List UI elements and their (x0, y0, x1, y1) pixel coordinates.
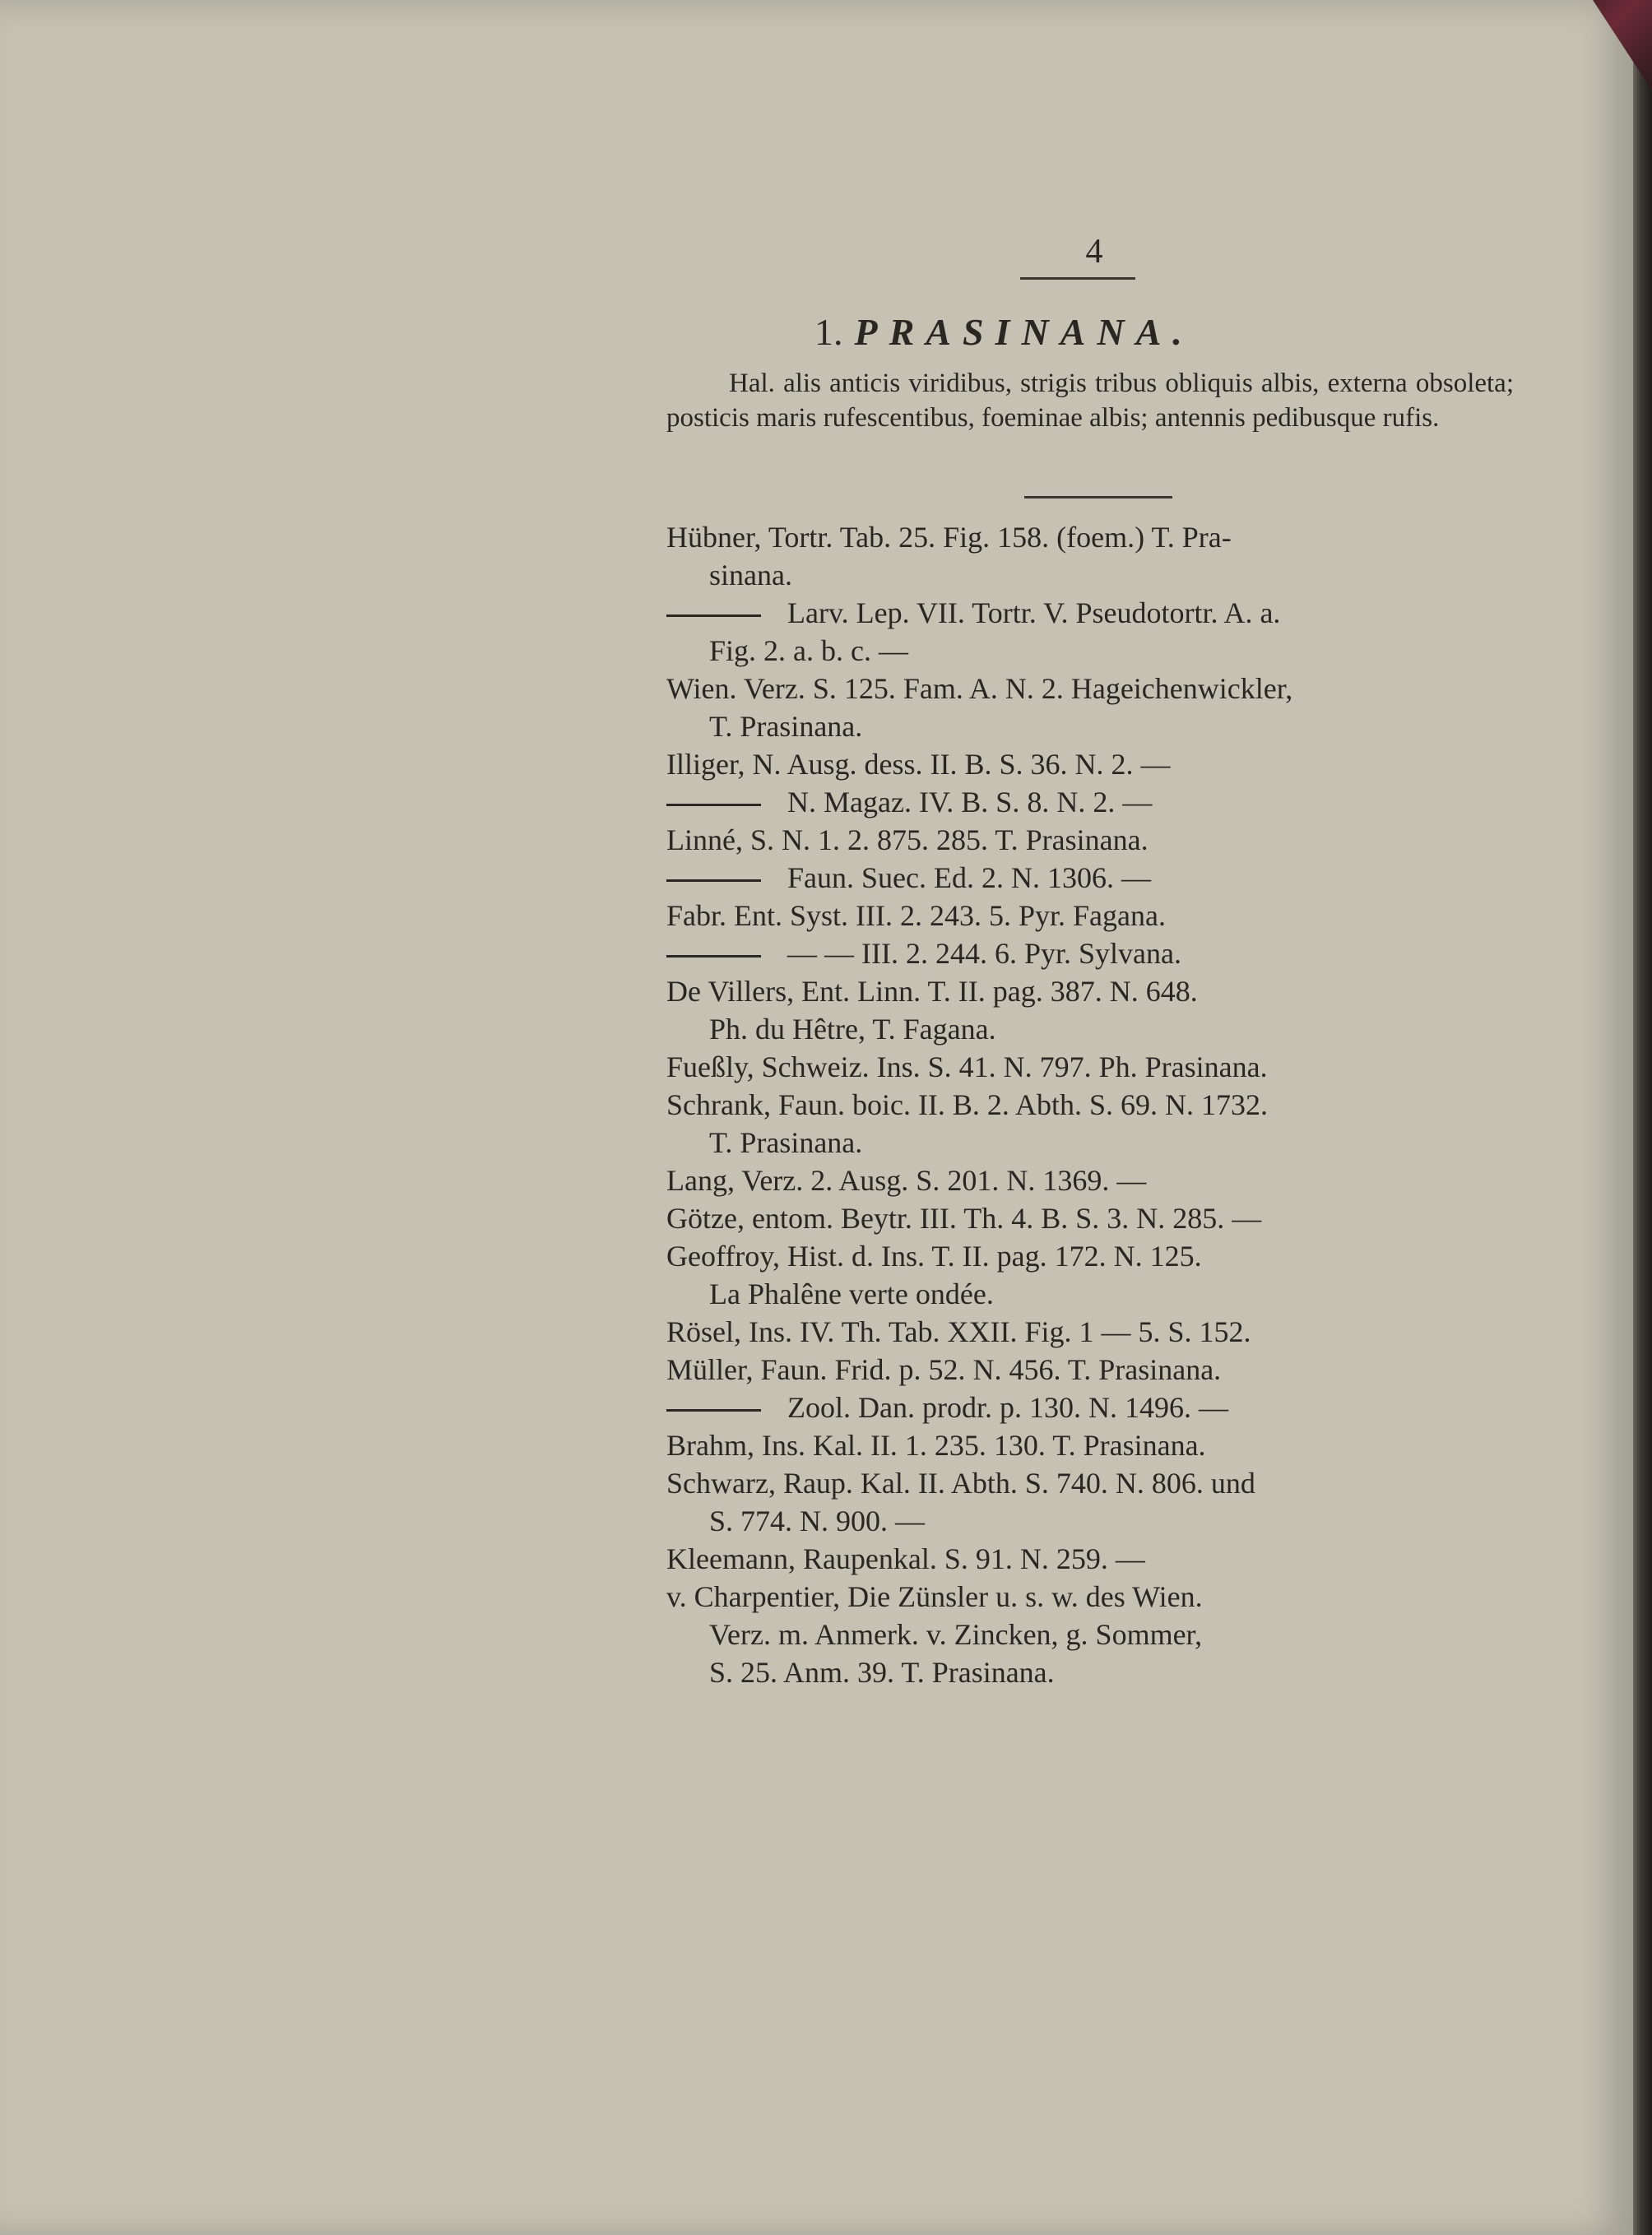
reference-line (666, 972, 1526, 1010)
reference-continuation: Verz. m. Anmerk. v. Zincken, g. Sommer, (709, 1618, 1203, 1651)
ditto-dash (666, 804, 761, 806)
reference-entry (666, 594, 1526, 670)
reference-line (666, 934, 1526, 972)
reference-continuation: T. Prasinana. (709, 710, 863, 743)
reference-text: Schwarz, Raup. Kal. II. Abth. S. 740. N. 806. und (666, 1467, 1255, 1500)
reference-entry (666, 1426, 1526, 1464)
reference-entry (666, 1351, 1526, 1389)
species-number: 1. (814, 311, 843, 353)
reference-line (666, 897, 1526, 934)
reference-line (666, 859, 1526, 897)
species-title: PRASINANA. (854, 311, 1194, 353)
page-number-rule (1020, 277, 1135, 280)
reference-entry (666, 1464, 1526, 1540)
reference-line (666, 1540, 1526, 1578)
reference-line (666, 1351, 1526, 1389)
reference-line (666, 783, 1526, 821)
reference-text: Schrank, Faun. boic. II. B. 2. Abth. S. 69. N. 1732. (666, 1088, 1268, 1121)
reference-entry (666, 783, 1526, 821)
section-divider (1024, 496, 1172, 498)
reference-text: Zool. Dan. prodr. p. 130. N. 1496. — (787, 1391, 1228, 1424)
reference-text: Rösel, Ins. IV. Th. Tab. XXII. Fig. 1 — 5. S. 152. (666, 1315, 1251, 1348)
reference-entry (666, 1237, 1526, 1313)
reference-entry (666, 934, 1526, 972)
reference-line (666, 1237, 1526, 1275)
reference-text: Geoffroy, Hist. d. Ins. T. II. pag. 172. N. 125. (666, 1240, 1202, 1273)
reference-text: Müller, Faun. Frid. p. 52. N. 456. T. Prasinana. (666, 1353, 1222, 1386)
reference-line (666, 821, 1526, 859)
reference-text: Faun. Suec. Ed. 2. N. 1306. — (787, 861, 1151, 894)
reference-line (666, 670, 1526, 707)
reference-text: Linné, S. N. 1. 2. 875. 285. T. Prasinana. (666, 823, 1149, 856)
reference-line (666, 1048, 1526, 1086)
reference-line (666, 1426, 1526, 1464)
reference-text: Lang, Verz. 2. Ausg. S. 201. N. 1369. — (666, 1164, 1147, 1197)
reference-entry (666, 972, 1526, 1048)
reference-entry (666, 1389, 1526, 1426)
reference-line (666, 1389, 1526, 1426)
reference-continuation: T. Prasinana. (709, 1126, 863, 1159)
reference-entry (666, 1653, 1526, 1691)
reference-line (666, 1199, 1526, 1237)
reference-entry (666, 1199, 1526, 1237)
reference-list (666, 518, 1526, 1691)
ditto-dash (666, 879, 761, 882)
reference-line (666, 745, 1526, 783)
reference-text: Götze, entom. Beytr. III. Th. 4. B. S. 3. N. 285. — (666, 1202, 1262, 1235)
reference-text: Kleemann, Raupenkal. S. 91. N. 259. — (666, 1542, 1145, 1575)
reference-line (666, 594, 1526, 632)
reference-entry (666, 897, 1526, 934)
ditto-dash (666, 955, 761, 958)
reference-line (666, 1313, 1526, 1351)
reference-text: Fabr. Ent. Syst. III. 2. 243. 5. Pyr. Fagana. (666, 899, 1166, 932)
reference-continuation: Ph. du Hêtre, T. Fagana. (709, 1013, 996, 1046)
reference-text: Wien. Verz. S. 125. Fam. A. N. 2. Hageichenwickler, (666, 672, 1293, 705)
reference-entry (666, 670, 1526, 745)
reference-line (666, 1464, 1526, 1502)
reference-entry (666, 821, 1526, 859)
species-diagnosis: Hal. alis anticis viridibus, strigis tribus obliquis albis, externa obsoleta; posticis maris rufescentibus, foeminae albis; antennis pedibusque rufis. (666, 369, 1514, 433)
reference-entry (666, 859, 1526, 897)
reference-entry (666, 745, 1526, 783)
reference-text: Larv. Lep. VII. Tortr. V. Pseudotortr. A. a. (787, 596, 1281, 629)
book-edge (1633, 0, 1652, 2235)
ditto-dash (666, 614, 761, 617)
reference-text: Hübner, Tortr. Tab. 25. Fig. 158. (foem.) T. Pra- (666, 521, 1232, 554)
reference-line (666, 1086, 1526, 1124)
reference-continuation: La Phalêne verte ondée. (709, 1277, 994, 1310)
reference-entry (666, 1540, 1526, 1578)
reference-text: — — III. 2. 244. 6. Pyr. Sylvana. (787, 937, 1181, 970)
reference-continuation: Fig. 2. a. b. c. — (709, 634, 908, 667)
reference-entry (666, 518, 1526, 594)
page-number: 4 (1085, 233, 1103, 271)
reference-text: De Villers, Ent. Linn. T. II. pag. 387. N. 648. (666, 975, 1198, 1008)
reference-line (666, 1162, 1526, 1199)
reference-text: Brahm, Ins. Kal. II. 1. 235. 130. T. Prasinana. (666, 1429, 1206, 1462)
reference-entry (666, 1048, 1526, 1086)
reference-continuation: sinana. (709, 559, 792, 591)
reference-line (666, 518, 1526, 556)
reference-entry (666, 1578, 1526, 1653)
reference-continuation: S. 774. N. 900. — (709, 1505, 926, 1537)
ditto-dash (666, 1409, 761, 1412)
reference-entry (666, 1086, 1526, 1162)
species-heading (814, 310, 1194, 354)
reference-entry (666, 1162, 1526, 1199)
reference-line (666, 1578, 1526, 1616)
reference-text: v. Charpentier, Die Zünsler u. s. w. des Wien. (666, 1580, 1203, 1613)
reference-text: Illiger, N. Ausg. dess. II. B. S. 36. N. 2. — (666, 748, 1171, 781)
reference-text: N. Magaz. IV. B. S. 8. N. 2. — (787, 786, 1153, 818)
reference-continuation: S. 25. Anm. 39. T. Prasinana. (709, 1656, 1055, 1689)
reference-text: Fueßly, Schweiz. Ins. S. 41. N. 797. Ph. Prasinana. (666, 1050, 1268, 1083)
reference-entry (666, 1313, 1526, 1351)
